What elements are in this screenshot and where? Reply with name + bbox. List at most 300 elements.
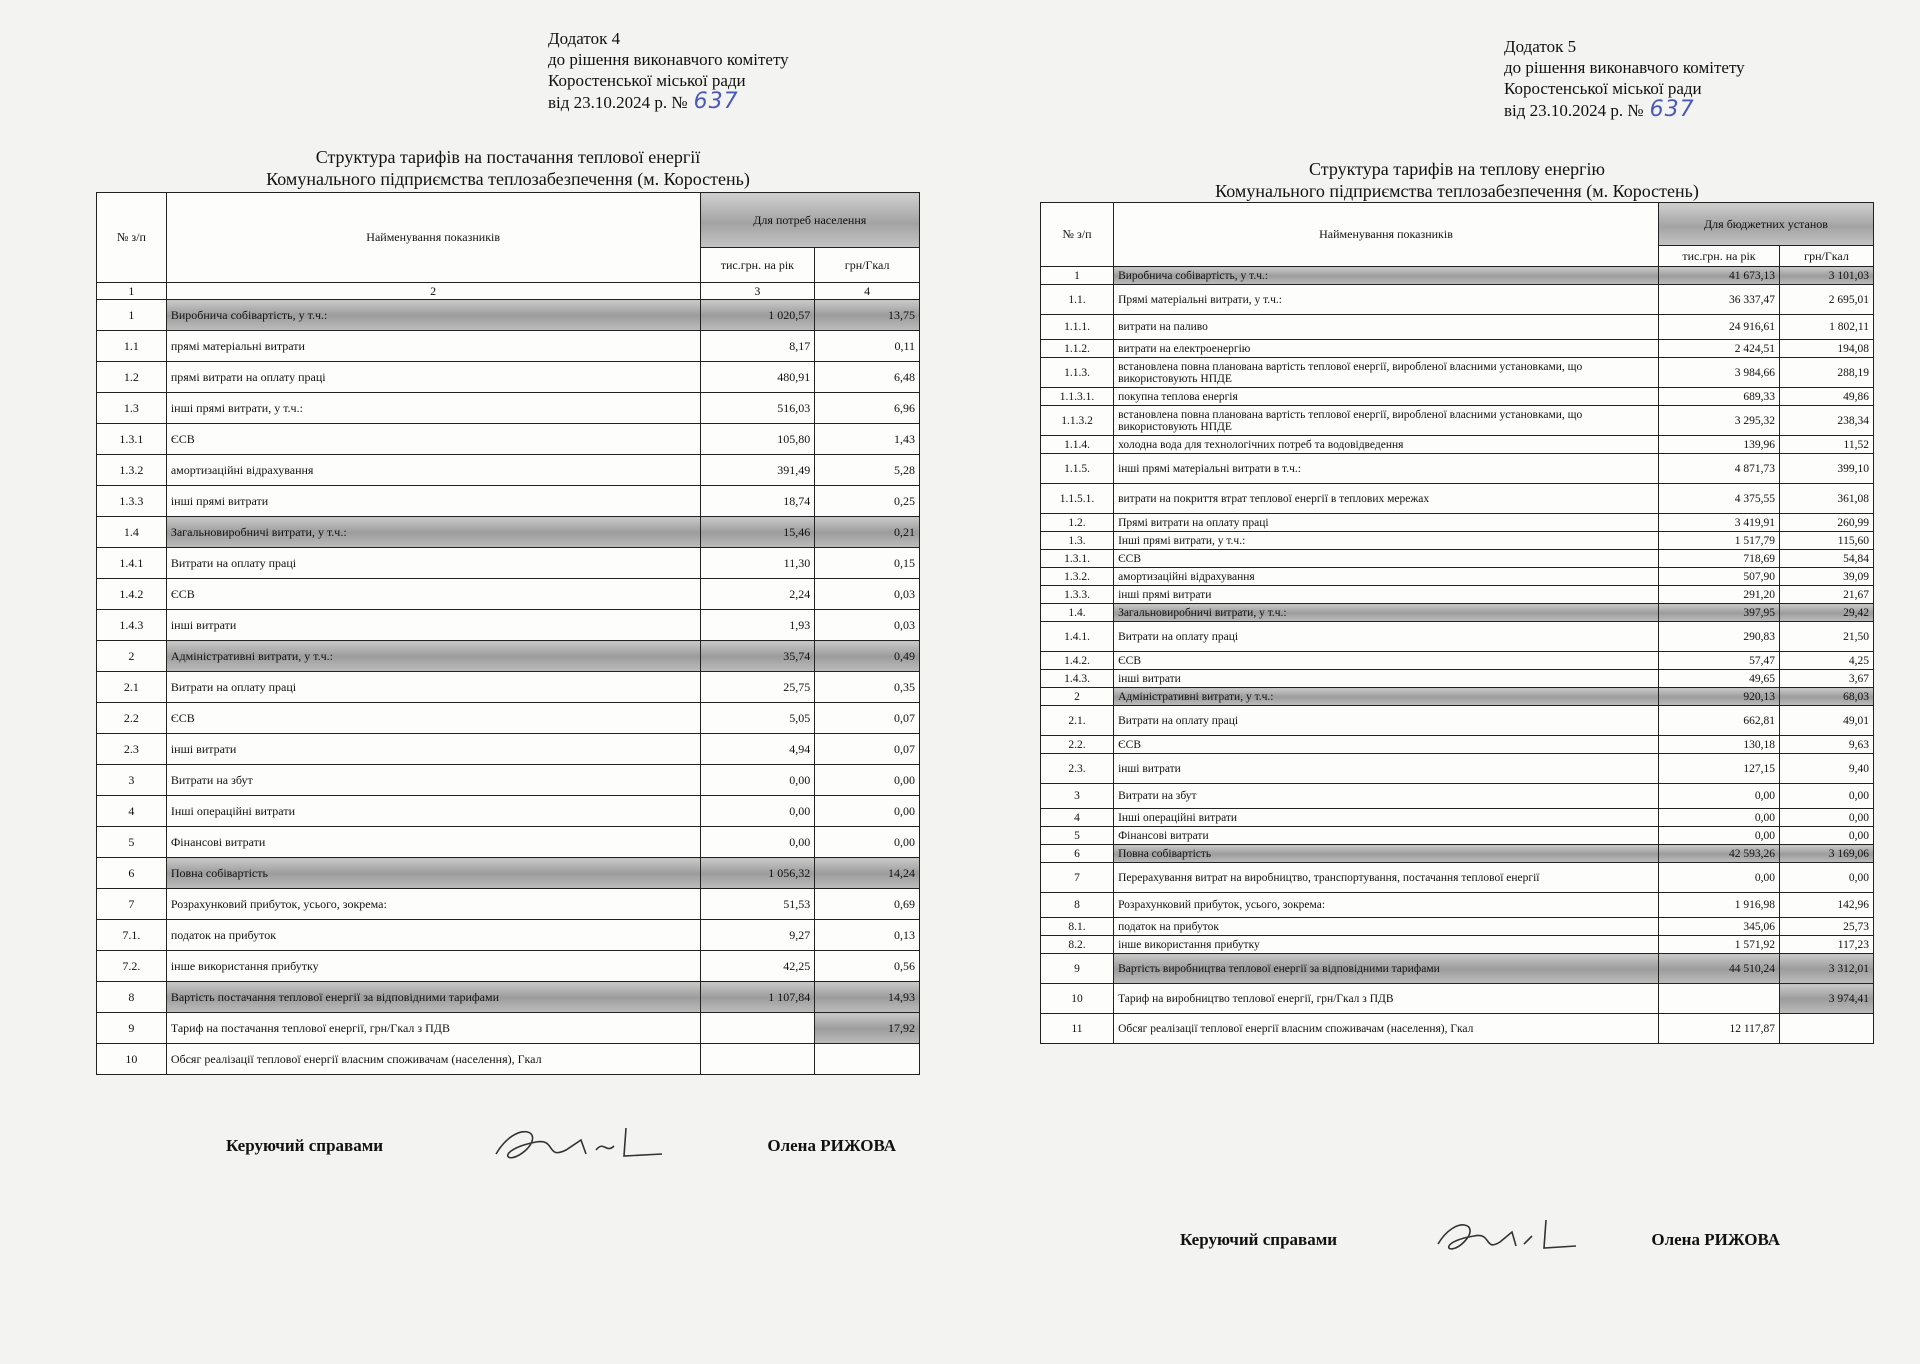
row-number: 7.2. bbox=[97, 951, 167, 982]
table-row bbox=[97, 393, 920, 424]
annex-council: Коростенської міської ради bbox=[548, 71, 746, 90]
table-row bbox=[1041, 936, 1874, 954]
row-value-per-gcal: 68,03 bbox=[1780, 688, 1874, 706]
handwritten-signature bbox=[1430, 1214, 1580, 1262]
row-value-thousands: 2 424,51 bbox=[1658, 340, 1779, 358]
row-label: інші прямі витрати bbox=[166, 486, 700, 517]
row-value-thousands: 11,30 bbox=[700, 548, 815, 579]
row-value-thousands bbox=[700, 1044, 815, 1075]
row-value-per-gcal: 0,35 bbox=[815, 672, 920, 703]
row-label: Фінансові витрати bbox=[1114, 827, 1659, 845]
annex-date-line bbox=[1504, 99, 1745, 121]
row-value-per-gcal: 2 695,01 bbox=[1780, 285, 1874, 315]
row-value-thousands: 42 593,26 bbox=[1658, 845, 1779, 863]
row-number: 1.4.1 bbox=[97, 548, 167, 579]
row-value-thousands: 130,18 bbox=[1658, 736, 1779, 754]
row-value-thousands bbox=[700, 1013, 815, 1044]
row-value-per-gcal: 260,99 bbox=[1780, 514, 1874, 532]
col-header-per-gcal: грн/Гкал bbox=[815, 248, 920, 283]
row-value-thousands: 3 984,66 bbox=[1658, 358, 1779, 388]
row-value-per-gcal: 361,08 bbox=[1780, 484, 1874, 514]
row-value-thousands: 4,94 bbox=[700, 734, 815, 765]
row-label: Тариф на постачання теплової енергії, грн/Гкал з ПДВ bbox=[166, 1013, 700, 1044]
row-label: Виробнича собівартість, у т.ч.: bbox=[1114, 267, 1659, 285]
table-row bbox=[1041, 388, 1874, 406]
row-value-thousands: 1,93 bbox=[700, 610, 815, 641]
row-label: ЄСВ bbox=[1114, 736, 1659, 754]
row-label: витрати на паливо bbox=[1114, 315, 1659, 340]
row-value-thousands: 41 673,13 bbox=[1658, 267, 1779, 285]
row-number: 1.3.3. bbox=[1041, 586, 1114, 604]
row-value-thousands: 4 375,55 bbox=[1658, 484, 1779, 514]
row-label: Адміністративні витрати, у т.ч.: bbox=[166, 641, 700, 672]
row-number: 1 bbox=[97, 300, 167, 331]
annex-label: Додаток 4 bbox=[548, 29, 621, 48]
row-value-thousands: 36 337,47 bbox=[1658, 285, 1779, 315]
row-label: Повна собівартість bbox=[1114, 845, 1659, 863]
tariff-table bbox=[1040, 202, 1874, 1044]
row-value-per-gcal: 194,08 bbox=[1780, 340, 1874, 358]
table-row bbox=[1041, 604, 1874, 622]
col-header-thousands: тис.грн. на рік bbox=[1658, 246, 1779, 267]
handwritten-signature bbox=[486, 1120, 666, 1172]
row-value-per-gcal: 1 802,11 bbox=[1780, 315, 1874, 340]
row-number: 5 bbox=[97, 827, 167, 858]
title-line-1: Структура тарифів на теплову енергію bbox=[1308, 159, 1606, 179]
row-number: 1.3.1. bbox=[1041, 550, 1114, 568]
row-value-thousands: 139,96 bbox=[1658, 436, 1779, 454]
row-value-thousands: 391,49 bbox=[700, 455, 815, 486]
row-value-thousands: 920,13 bbox=[1658, 688, 1779, 706]
col-index-4: 4 bbox=[815, 283, 920, 300]
row-value-per-gcal: 0,03 bbox=[815, 579, 920, 610]
row-label: Вартість виробництва теплової енергії за відповідними тарифами bbox=[1114, 954, 1659, 984]
table-row bbox=[1041, 863, 1874, 893]
row-value-thousands: 1 056,32 bbox=[700, 858, 815, 889]
row-number: 1.3 bbox=[97, 393, 167, 424]
row-value-thousands: 3 419,91 bbox=[1658, 514, 1779, 532]
row-number: 1.1.2. bbox=[1041, 340, 1114, 358]
row-number: 1.1.5. bbox=[1041, 454, 1114, 484]
table-row bbox=[97, 362, 920, 393]
annex-decision: до рішення виконавчого комітету bbox=[1504, 58, 1745, 77]
row-value-per-gcal: 3,67 bbox=[1780, 670, 1874, 688]
row-value-thousands: 44 510,24 bbox=[1658, 954, 1779, 984]
row-label: амортизаційні відрахування bbox=[166, 455, 700, 486]
row-value-per-gcal: 14,93 bbox=[815, 982, 920, 1013]
title-line-2: Комунального підприємства теплозабезпечення (м. Коростень) bbox=[1215, 181, 1699, 201]
row-number: 1.1. bbox=[1041, 285, 1114, 315]
row-number: 2.3. bbox=[1041, 754, 1114, 784]
row-number: 2 bbox=[97, 641, 167, 672]
table-row bbox=[1041, 315, 1874, 340]
col-header-thousands: тис.грн. на рік bbox=[700, 248, 815, 283]
row-number: 1.1.3.2 bbox=[1041, 406, 1114, 436]
row-label: Перерахування витрат на виробництво, транспортування, постачання теплової енергії bbox=[1114, 863, 1659, 893]
row-value-thousands: 507,90 bbox=[1658, 568, 1779, 586]
row-value-thousands: 718,69 bbox=[1658, 550, 1779, 568]
row-value-per-gcal: 0,56 bbox=[815, 951, 920, 982]
row-value-per-gcal: 115,60 bbox=[1780, 532, 1874, 550]
row-label: інші прямі витрати bbox=[1114, 586, 1659, 604]
table-row bbox=[97, 548, 920, 579]
row-number: 1.4. bbox=[1041, 604, 1114, 622]
row-number: 4 bbox=[97, 796, 167, 827]
row-value-thousands: 57,47 bbox=[1658, 652, 1779, 670]
row-value-per-gcal: 288,19 bbox=[1780, 358, 1874, 388]
row-label: Витрати на оплату праці bbox=[1114, 622, 1659, 652]
table-row bbox=[1041, 706, 1874, 736]
row-value-per-gcal: 9,40 bbox=[1780, 754, 1874, 784]
tariff-table bbox=[96, 192, 920, 1075]
row-value-per-gcal: 0,00 bbox=[815, 765, 920, 796]
annex-decision: до рішення виконавчого комітету bbox=[548, 50, 789, 69]
row-value-per-gcal: 0,00 bbox=[1780, 784, 1874, 809]
row-value-thousands: 1 107,84 bbox=[700, 982, 815, 1013]
row-value-per-gcal: 117,23 bbox=[1780, 936, 1874, 954]
signatory-name: Олена РИЖОВА bbox=[767, 1136, 896, 1155]
table-row bbox=[97, 1013, 920, 1044]
row-value-per-gcal: 39,09 bbox=[1780, 568, 1874, 586]
annex-date-line bbox=[548, 91, 789, 113]
row-value-thousands: 24 916,61 bbox=[1658, 315, 1779, 340]
row-value-thousands: 12 117,87 bbox=[1658, 1014, 1779, 1044]
row-number: 1.1.4. bbox=[1041, 436, 1114, 454]
row-number: 4 bbox=[1041, 809, 1114, 827]
row-value-thousands: 1 916,98 bbox=[1658, 893, 1779, 918]
table-row bbox=[1041, 568, 1874, 586]
row-number: 7 bbox=[97, 889, 167, 920]
col-header-per-gcal: грн/Гкал bbox=[1780, 246, 1874, 267]
row-number: 8 bbox=[1041, 893, 1114, 918]
table-row bbox=[1041, 954, 1874, 984]
table-row bbox=[1041, 845, 1874, 863]
row-value-thousands: 662,81 bbox=[1658, 706, 1779, 736]
row-number: 1.1.1. bbox=[1041, 315, 1114, 340]
row-value-per-gcal: 0,25 bbox=[815, 486, 920, 517]
row-number: 1.3.3 bbox=[97, 486, 167, 517]
table-row bbox=[97, 734, 920, 765]
row-number: 1.4.1. bbox=[1041, 622, 1114, 652]
row-value-thousands: 1 571,92 bbox=[1658, 936, 1779, 954]
signatory-role: Керуючий справами bbox=[226, 1136, 384, 1155]
table-row bbox=[1041, 622, 1874, 652]
row-value-per-gcal: 0,13 bbox=[815, 920, 920, 951]
row-number: 2.1 bbox=[97, 672, 167, 703]
row-value-thousands: 397,95 bbox=[1658, 604, 1779, 622]
row-value-thousands: 105,80 bbox=[700, 424, 815, 455]
row-number: 1.2. bbox=[1041, 514, 1114, 532]
title-line-1: Структура тарифів на постачання теплової енергії bbox=[315, 147, 701, 167]
row-number: 2.1. bbox=[1041, 706, 1114, 736]
row-value-per-gcal: 0,07 bbox=[815, 734, 920, 765]
row-value-per-gcal: 6,96 bbox=[815, 393, 920, 424]
row-number: 2.2 bbox=[97, 703, 167, 734]
table-row bbox=[97, 1044, 920, 1075]
row-number: 3 bbox=[97, 765, 167, 796]
table-row bbox=[1041, 550, 1874, 568]
row-number: 2.2. bbox=[1041, 736, 1114, 754]
row-value-per-gcal: 17,92 bbox=[815, 1013, 920, 1044]
row-value-per-gcal: 0,00 bbox=[1780, 863, 1874, 893]
row-value-per-gcal: 3 169,06 bbox=[1780, 845, 1874, 863]
row-label: Тариф на виробництво теплової енергії, грн/Гкал з ПДВ bbox=[1114, 984, 1659, 1014]
row-label: ЄСВ bbox=[166, 703, 700, 734]
row-value-per-gcal: 399,10 bbox=[1780, 454, 1874, 484]
table-row bbox=[1041, 532, 1874, 550]
row-number: 1.3. bbox=[1041, 532, 1114, 550]
row-value-per-gcal bbox=[815, 1044, 920, 1075]
row-value-per-gcal: 0,21 bbox=[815, 517, 920, 548]
row-label: ЄСВ bbox=[1114, 652, 1659, 670]
row-label: податок на прибуток bbox=[1114, 918, 1659, 936]
row-number: 1.4.3. bbox=[1041, 670, 1114, 688]
row-label: Витрати на оплату праці bbox=[166, 672, 700, 703]
row-value-per-gcal: 0,15 bbox=[815, 548, 920, 579]
row-value-per-gcal: 142,96 bbox=[1780, 893, 1874, 918]
row-value-thousands: 0,00 bbox=[1658, 784, 1779, 809]
row-label: Інші операційні витрати bbox=[1114, 809, 1659, 827]
row-value-per-gcal: 49,86 bbox=[1780, 388, 1874, 406]
row-label: Інші прямі витрати, у т.ч.: bbox=[1114, 532, 1659, 550]
row-value-per-gcal: 29,42 bbox=[1780, 604, 1874, 622]
row-number: 2.3 bbox=[97, 734, 167, 765]
row-label: Витрати на оплату праці bbox=[166, 548, 700, 579]
row-value-thousands: 0,00 bbox=[700, 765, 815, 796]
row-value-per-gcal: 0,07 bbox=[815, 703, 920, 734]
row-number: 3 bbox=[1041, 784, 1114, 809]
row-number: 1.4.3 bbox=[97, 610, 167, 641]
row-label: Прямі витрати на оплату праці bbox=[1114, 514, 1659, 532]
table-row bbox=[97, 672, 920, 703]
row-value-thousands: 8,17 bbox=[700, 331, 815, 362]
table-row bbox=[1041, 285, 1874, 315]
row-value-thousands: 5,05 bbox=[700, 703, 815, 734]
table-row bbox=[97, 300, 920, 331]
row-label: Розрахунковий прибуток, усього, зокрема: bbox=[166, 889, 700, 920]
title-line-2: Комунального підприємства теплозабезпечення (м. Коростень) bbox=[266, 169, 750, 189]
row-value-per-gcal: 0,03 bbox=[815, 610, 920, 641]
decision-number: 637 bbox=[1649, 97, 1695, 122]
row-value-per-gcal: 54,84 bbox=[1780, 550, 1874, 568]
row-number: 1.4.2. bbox=[1041, 652, 1114, 670]
row-label: Загальновиробничі витрати, у т.ч.: bbox=[166, 517, 700, 548]
row-value-thousands: 9,27 bbox=[700, 920, 815, 951]
table-row bbox=[97, 455, 920, 486]
row-value-per-gcal: 11,52 bbox=[1780, 436, 1874, 454]
table-row bbox=[97, 920, 920, 951]
row-label: податок на прибуток bbox=[166, 920, 700, 951]
col-index-3: 3 bbox=[700, 283, 815, 300]
col-header-name: Найменування показників bbox=[1114, 203, 1659, 267]
row-label: інші витрати bbox=[1114, 670, 1659, 688]
row-value-per-gcal: 6,48 bbox=[815, 362, 920, 393]
row-number: 8.1. bbox=[1041, 918, 1114, 936]
row-number: 10 bbox=[97, 1044, 167, 1075]
row-label: витрати на електроенергію bbox=[1114, 340, 1659, 358]
row-number: 2 bbox=[1041, 688, 1114, 706]
row-label: встановлена повна планована вартість теплової енергії, виробленої власними установками, що використовують НПДЕ bbox=[1114, 358, 1659, 388]
row-value-per-gcal: 49,01 bbox=[1780, 706, 1874, 736]
row-label: Фінансові витрати bbox=[166, 827, 700, 858]
row-number: 8.2. bbox=[1041, 936, 1114, 954]
row-label: інші прямі матеріальні витрати в т.ч.: bbox=[1114, 454, 1659, 484]
row-value-thousands: 345,06 bbox=[1658, 918, 1779, 936]
table-row bbox=[97, 579, 920, 610]
row-value-per-gcal: 25,73 bbox=[1780, 918, 1874, 936]
row-value-per-gcal: 0,49 bbox=[815, 641, 920, 672]
row-number: 8 bbox=[97, 982, 167, 1013]
row-value-per-gcal: 238,34 bbox=[1780, 406, 1874, 436]
row-value-thousands: 689,33 bbox=[1658, 388, 1779, 406]
row-value-per-gcal: 3 974,41 bbox=[1780, 984, 1874, 1014]
row-value-thousands: 0,00 bbox=[1658, 809, 1779, 827]
row-value-thousands bbox=[1658, 984, 1779, 1014]
row-value-per-gcal: 9,63 bbox=[1780, 736, 1874, 754]
row-value-per-gcal: 13,75 bbox=[815, 300, 920, 331]
col-header-num: № з/п bbox=[1041, 203, 1114, 267]
row-value-thousands: 15,46 bbox=[700, 517, 815, 548]
table-row bbox=[97, 517, 920, 548]
row-value-per-gcal: 0,00 bbox=[1780, 809, 1874, 827]
table-row bbox=[1041, 670, 1874, 688]
table-row bbox=[1041, 827, 1874, 845]
row-number: 1 bbox=[1041, 267, 1114, 285]
row-label: Витрати на оплату праці bbox=[1114, 706, 1659, 736]
table-row bbox=[97, 982, 920, 1013]
table-row bbox=[1041, 436, 1874, 454]
table-row bbox=[1041, 984, 1874, 1014]
row-number: 7 bbox=[1041, 863, 1114, 893]
col-header-group: Для потреб населення bbox=[700, 193, 919, 248]
row-number: 9 bbox=[97, 1013, 167, 1044]
row-label: витрати на покриття втрат теплової енергії в теплових мережах bbox=[1114, 484, 1659, 514]
table-row bbox=[1041, 514, 1874, 532]
row-number: 5 bbox=[1041, 827, 1114, 845]
col-header-num: № з/п bbox=[97, 193, 167, 283]
signatory-name: Олена РИЖОВА bbox=[1651, 1230, 1780, 1249]
row-value-thousands: 4 871,73 bbox=[1658, 454, 1779, 484]
table-row bbox=[97, 889, 920, 920]
row-value-per-gcal: 5,28 bbox=[815, 455, 920, 486]
table-row bbox=[97, 424, 920, 455]
row-label: амортизаційні відрахування bbox=[1114, 568, 1659, 586]
row-number: 1.4 bbox=[97, 517, 167, 548]
row-label: Адміністративні витрати, у т.ч.: bbox=[1114, 688, 1659, 706]
table-row bbox=[1041, 454, 1874, 484]
row-value-thousands: 1 517,79 bbox=[1658, 532, 1779, 550]
table-row bbox=[1041, 918, 1874, 936]
row-label: інші витрати bbox=[1114, 754, 1659, 784]
row-label: Розрахунковий прибуток, усього, зокрема: bbox=[1114, 893, 1659, 918]
row-value-per-gcal: 3 312,01 bbox=[1780, 954, 1874, 984]
row-value-per-gcal: 21,50 bbox=[1780, 622, 1874, 652]
row-value-thousands: 2,24 bbox=[700, 579, 815, 610]
row-value-thousands: 291,20 bbox=[1658, 586, 1779, 604]
row-value-thousands: 3 295,32 bbox=[1658, 406, 1779, 436]
row-number: 9 bbox=[1041, 954, 1114, 984]
row-value-per-gcal: 0,00 bbox=[1780, 827, 1874, 845]
annex-council: Коростенської міської ради bbox=[1504, 79, 1702, 98]
table-row bbox=[1041, 688, 1874, 706]
row-value-thousands: 0,00 bbox=[700, 796, 815, 827]
row-label: Прямі матеріальні витрати, у т.ч.: bbox=[1114, 285, 1659, 315]
table-row bbox=[1041, 340, 1874, 358]
col-header-group: Для бюджетних установ bbox=[1658, 203, 1873, 246]
row-number: 7.1. bbox=[97, 920, 167, 951]
col-index-1: 1 bbox=[97, 283, 167, 300]
table-row bbox=[97, 858, 920, 889]
signatory-role: Керуючий справами bbox=[1180, 1230, 1338, 1249]
row-number: 1.2 bbox=[97, 362, 167, 393]
row-value-thousands: 42,25 bbox=[700, 951, 815, 982]
col-header-name: Найменування показників bbox=[166, 193, 700, 283]
row-label: інше використання прибутку bbox=[166, 951, 700, 982]
row-value-per-gcal: 0,00 bbox=[815, 796, 920, 827]
row-number: 10 bbox=[1041, 984, 1114, 1014]
table-row bbox=[1041, 484, 1874, 514]
document-title bbox=[96, 146, 920, 190]
row-value-per-gcal: 0,11 bbox=[815, 331, 920, 362]
row-number: 1.3.2 bbox=[97, 455, 167, 486]
table-row bbox=[97, 641, 920, 672]
table-row bbox=[97, 610, 920, 641]
row-value-per-gcal: 14,24 bbox=[815, 858, 920, 889]
row-label: інші витрати bbox=[166, 734, 700, 765]
table-row bbox=[97, 796, 920, 827]
table-row bbox=[1041, 652, 1874, 670]
row-value-per-gcal: 0,00 bbox=[815, 827, 920, 858]
decision-number: 637 bbox=[693, 89, 739, 114]
table-row bbox=[1041, 1014, 1874, 1044]
annex-date: від 23.10.2024 р. № bbox=[548, 93, 688, 112]
row-label: інші витрати bbox=[166, 610, 700, 641]
row-value-thousands: 35,74 bbox=[700, 641, 815, 672]
table-row bbox=[97, 951, 920, 982]
table-row bbox=[1041, 586, 1874, 604]
row-label: ЄСВ bbox=[166, 424, 700, 455]
row-label: Інші операційні витрати bbox=[166, 796, 700, 827]
row-value-thousands: 516,03 bbox=[700, 393, 815, 424]
table-row bbox=[97, 703, 920, 734]
annex-header bbox=[548, 28, 789, 113]
row-number: 11 bbox=[1041, 1014, 1114, 1044]
row-value-thousands: 25,75 bbox=[700, 672, 815, 703]
row-number: 1.3.1 bbox=[97, 424, 167, 455]
row-number: 6 bbox=[1041, 845, 1114, 863]
table-row bbox=[1041, 784, 1874, 809]
annex-header bbox=[1504, 36, 1745, 121]
row-number: 1.1.5.1. bbox=[1041, 484, 1114, 514]
row-label: ЄСВ bbox=[1114, 550, 1659, 568]
table-row bbox=[97, 486, 920, 517]
table-row bbox=[1041, 736, 1874, 754]
row-label: Витрати на збут bbox=[166, 765, 700, 796]
row-label: інші прямі витрати, у т.ч.: bbox=[166, 393, 700, 424]
row-number: 1.4.2 bbox=[97, 579, 167, 610]
table-row bbox=[1041, 267, 1874, 285]
row-label: прямі матеріальні витрати bbox=[166, 331, 700, 362]
table-row bbox=[1041, 893, 1874, 918]
table-row bbox=[1041, 754, 1874, 784]
row-label: холодна вода для технологічних потреб та водовідведення bbox=[1114, 436, 1659, 454]
row-value-thousands: 480,91 bbox=[700, 362, 815, 393]
row-label: Обсяг реалізації теплової енергії власним споживачам (населення), Гкал bbox=[1114, 1014, 1659, 1044]
row-value-per-gcal bbox=[1780, 1014, 1874, 1044]
row-value-per-gcal: 1,43 bbox=[815, 424, 920, 455]
row-label: встановлена повна планована вартість теплової енергії, виробленої власними установками, що використовують НПДЕ bbox=[1114, 406, 1659, 436]
row-value-per-gcal: 0,69 bbox=[815, 889, 920, 920]
